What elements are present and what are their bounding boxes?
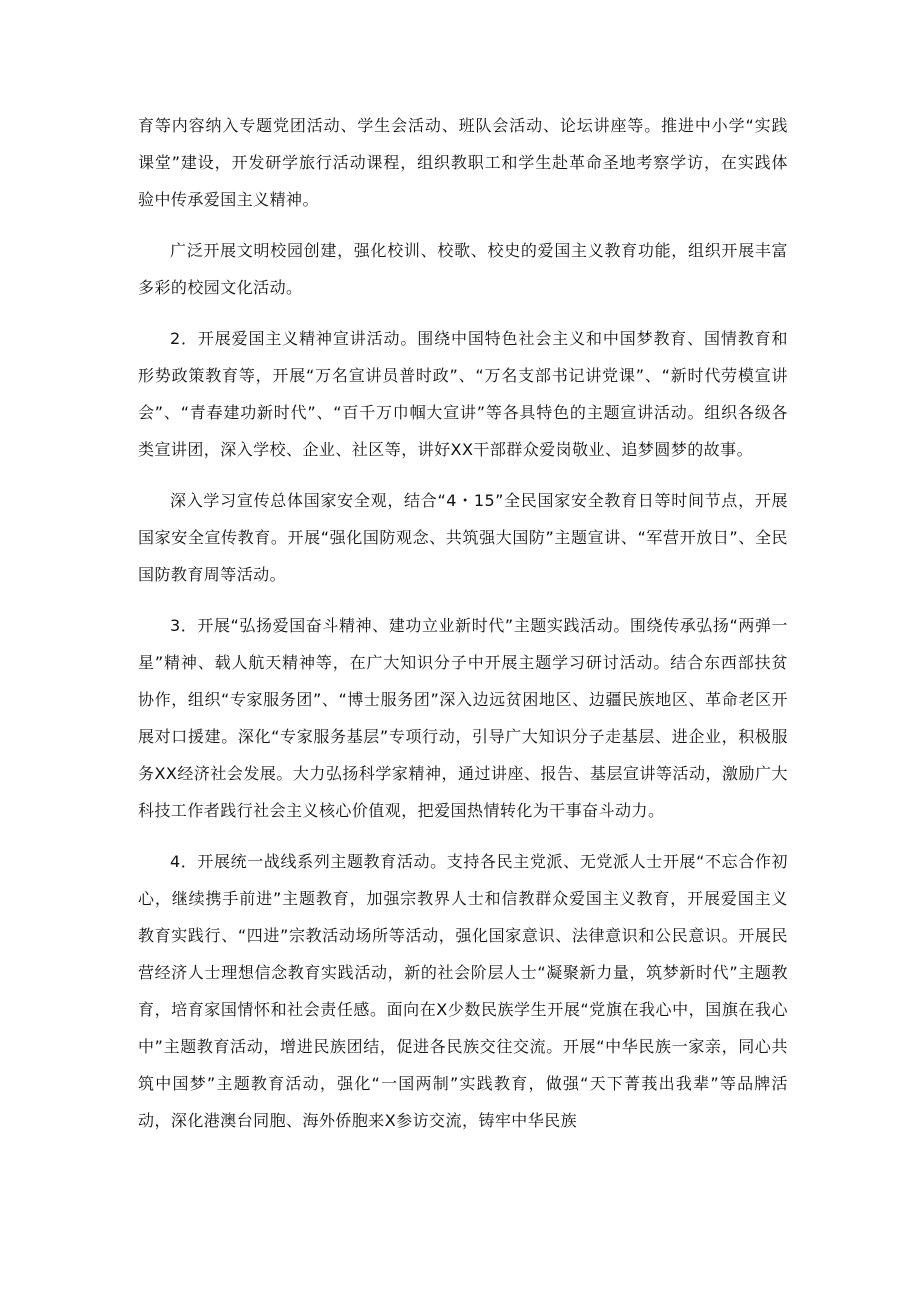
paragraph-2: 广泛开展文明校园创建，强化校训、校歌、校史的爱国主义教育功能，组织开展丰富多彩的校园文化活动。 [138,241,788,297]
paragraph-5: 3．开展“弘扬爱国奋斗精神、建功立业新时代”主题实践活动。围绕传承弘扬“两弹一星”精神、载人航天精神等，在广大知识分子中开展主题学习研讨活动。结合东西部扶贫协作，组织“专家服务团”、“博士服务团”深入边远贫困地区、边疆民族地区、革命老区开展对口援建。深化“专家服务基层”专项行动，引导广大知识分子走基层、进企业，积极服务XX经济社会发展。大力弘扬科学家精神，通过讲座、报告、基层宣讲等活动，激励广大科技工作者践行社会主义核心价值观，把爱国热情转化为干事奋斗动力。 [138,616,788,820]
paragraph-1: 育等内容纳入专题党团活动、学生会活动、班队会活动、论坛讲座等。推进中小学“实践课堂”建设，开发研学旅行活动课程，组织教职工和学生赴革命圣地考察学访，在实践体验中传承爱国主义精神。 [138,116,788,209]
paragraph-4: 深入学习宣传总体国家安全观，结合“4・15”全民国家安全教育日等时间节点，开展国家安全宣传教育。开展“强化国防观念、共筑强大国防”主题宣讲、“军营开放日”、全民国防教育周等活动。 [138,491,788,584]
document-body [138,107,788,1153]
paragraph-6: 4．开展统一战线系列主题教育活动。支持各民主党派、无党派人士开展“不忘合作初心，继续携手前进”主题教育，加强宗教界人士和信教群众爱国主义教育，开展爱国主义教育实践行、“四进”宗教活动场所等活动，强化国家意识、法律意识和公民意识。开展民营经济人士理想信念教育实践活动，新的社会阶层人士“凝聚新力量，筑梦新时代”主题教育，培育家国情怀和社会责任感。面向在X少数民族学生开展“党旗在我心中，国旗在我心中”主题教育活动，增进民族团结，促进各民族交往交流。开展“中华民族一家亲，同心共筑中国梦”主题教育活动，强化“一国两制”实践教育，做强“天下菁莪出我辈”等品牌活动，深化港澳台同胞、海外侨胞来X参访交流，铸牢中华民族 [138,852,788,1130]
paragraph-3: 2．开展爱国主义精神宣讲活动。围绕中国特色社会主义和中国梦教育、国情教育和形势政策教育等，开展“万名宣讲员普时政”、“万名支部书记讲党课”、“新时代劳模宣讲会”、“青春建功新时代”、“百千万巾帼大宣讲”等各具特色的主题宣讲活动。组织各级各类宣讲团，深入学校、企业、社区等，讲好XX干部群众爱岗敬业、追梦圆梦的故事。 [138,329,788,459]
